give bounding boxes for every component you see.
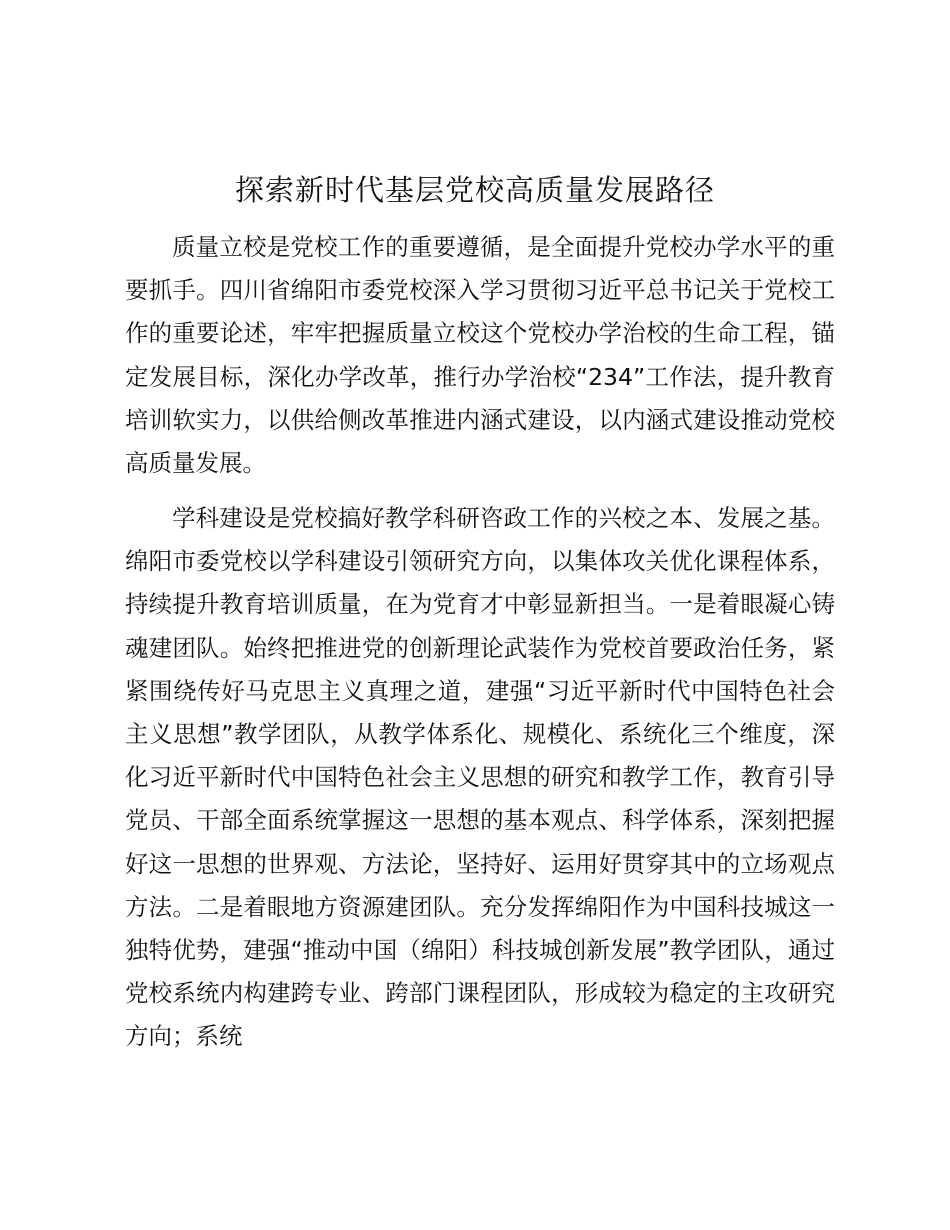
paragraph-discipline: 学科建设是党校搞好教学科研咨政工作的兴校之本、发展之基。绵阳市委党校以学科建设引领研究方向，以集体攻关优化课程体系，持续提升教育培训质量，在为党育才中彰显新担当。一是着眼凝心铸魂建团队。始终把推进党的创新理论武装作为党校首要政治任务，紧紧围绕传好马克思主义真理之道，建强“习近平新时代中国特色社会主义思想”教学团队，从教学体系化、规模化、系统化三个维度，深化习近平新时代中国特色社会主义思想的研究和教学工作，教育引导党员、干部全面系统掌握这一思想的基本观点、科学体系，深刻把握好这一思想的世界观、方法论，坚持好、运用好贯穿其中的立场观点方法。二是着眼地方资源建团队。充分发挥绵阳作为中国科技城这一独特优势，建强“推动中国（绵阳）科技城创新发展”教学团队，通过党校系统内构建跨专业、跨部门课程团队，形成较为稳定的主攻研究方向；系统 <box>125 504 835 1051</box>
paragraph-quality: 质量立校是党校工作的重要遵循，是全面提升党校办学水平的重要抓手。四川省绵阳市委党校深入学习贯彻习近平总书记关于党校工作的重要论述，牢牢把握质量立校这个党校办学治校的生命工程，锚定发展目标，深化办学改革，推行办学治校“234”工作法，提升教育培训软实力，以供给侧改革推进内涵式建设，以内涵式建设推动党校高质量发展。 <box>125 233 835 478</box>
document-title: 探索新时代基层党校高质量发展路径 <box>234 173 715 207</box>
